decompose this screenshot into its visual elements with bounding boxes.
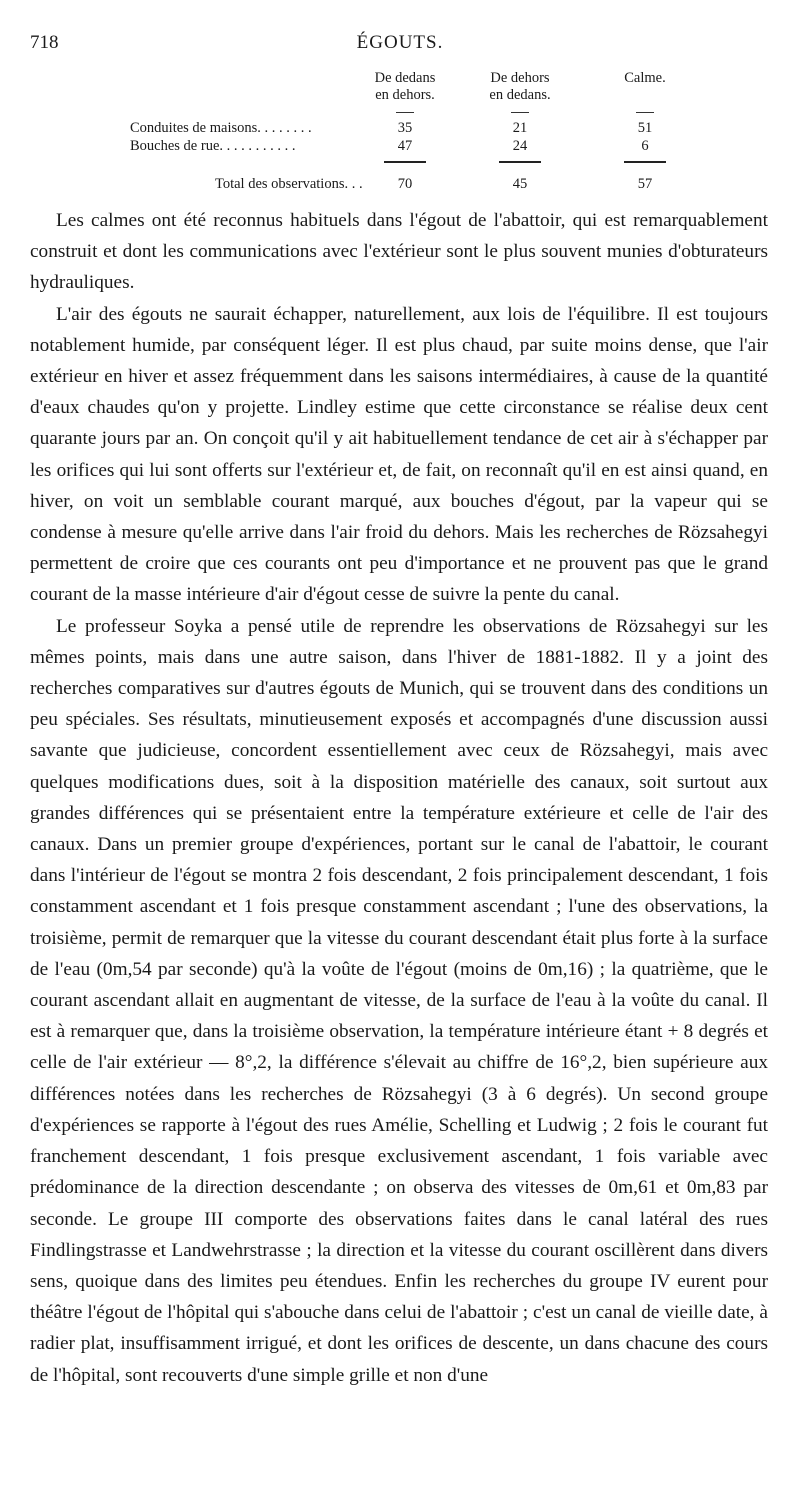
table-cell: 45 (512, 176, 528, 192)
column-header-outward: De dedans en dehors. (374, 70, 436, 103)
paragraph-soyka: Le professeur Soyka a pensé utile de reprendre les observations de Rözsahegyi sur les mêmes points, mais dans une autre saison, dans l'hiver de 1881-1882. Il y a joint des recherches comparatives sur d'autres égouts de Munich, qui se trouvent dans des conditions un peu spéciales. Ses résultats, minutieusement exposés et accompagnés d'une discussion aussi savante que judicieuse, concordent essentiellement avec ceux de Rözsahegyi, mais avec quelques modifications dues, soit à la disposition matérielle des canaux, soit surtout aux grandes différences qui se présentaient entre la température extérieure et celle de l'air des canaux. Dans un premier groupe d'expériences, portant sur le canal de l'abattoir, le courant dans l'intérieur de l'égout se montra 2 fois descendant, 2 fois principalement descendant, 1 fois constamment ascendant et 1 fois presque constamment ascendant ; l'une des observations, la troisième, permit de remarquer que la vitesse du courant descendant était plus forte à la surface de l'eau (0m,54 par seconde) qu'à la voûte de l'égout (moins de 0m,16) ; la quatrième, que le courant ascendant allait en augmentant de vitesse, de la surface de l'eau à la voûte du canal. Il est à remarquer que, dans la troisième observation, la température intérieure étant + 8 degrés et celle de l'air extérieur — 8°,2, la différence s'élevait au chiffre de 16°,2, bien supérieure aux différences notées dans les recherches de Rözsahegyi (3 à 6 degrés). Un second groupe d'expériences se rapporte à l'égout des rues Amélie, Schelling et Ludwig ; 2 fois le courant fut franchement descendant, 1 fois presque exclusivement ascendant, 1 fois variable avec prédominance de la direction descendante ; on observa des vitesses de 0m,61 et 0m,83 par seconde. Le groupe III comporte des observations faites dans le canal latéral des rues Findlingstrasse et Landwehrstrasse ; la direction et la vitesse du courant oscillèrent dans divers sens, quoique dans des limites peu étendues. Enfin les recherches du groupe IV eurent pour théâtre l'égout de l'hôpital qui s'abouche dans celui de l'abattoir ; c'est un canal de vieille date, à radier plat, insuffisamment irrigué, et dont les orifices de descente, un dans chacune des cours de l'hôpital, sont recouverts d'une simple grille et non d'une (30, 615, 768, 1386)
table-cell: 57 (637, 176, 653, 192)
table-cell: 51 (637, 120, 653, 136)
table-header-row (130, 70, 690, 108)
divider-dash (396, 112, 414, 113)
table-row (130, 138, 690, 156)
body-text (30, 205, 768, 1391)
divider-dash (511, 112, 529, 113)
table-cell: 47 (397, 138, 413, 154)
row-label: Conduites de maisons. . . . . . . . (130, 120, 312, 136)
running-title: ÉGOUTS. (356, 32, 444, 53)
page-number: 718 (30, 32, 59, 53)
divider-dash (636, 112, 654, 113)
table-cell: 70 (397, 176, 413, 192)
total-row (130, 176, 690, 194)
sum-rule (624, 161, 666, 163)
paragraph-calmes: Les calmes ont été reconnus habituels dans l'égout de l'abattoir, qui est remarquablement construit et dont les communications avec l'extérieur sont le plus souvent munies d'obturateurs hydrauliques. (30, 210, 768, 294)
column-header-calm: Calme. (624, 70, 666, 86)
table-row (130, 120, 690, 138)
row-label: Bouches de rue. . . . . . . . . . . (130, 138, 296, 154)
table-cell: 6 (641, 138, 649, 154)
total-label: Total des observations. . . (215, 176, 363, 192)
header-dashes (130, 108, 690, 120)
sum-rules (130, 156, 690, 166)
table-cell: 21 (512, 120, 528, 136)
table-cell: 35 (397, 120, 413, 136)
paragraph-air-des-egouts: L'air des égouts ne saurait échapper, naturellement, aux lois de l'équilibre. Il est toujours notablement humide, par conséquent léger. Il est plus chaud, par suite moins dense, que l'air extérieur en hiver et assez fréquemment dans les saisons intermédiaires, à cause de la quantité d'eaux chaudes qu'on y projette. Lindley estime que cette circonstance se réalise deux cent quarante jours par an. On conçoit qu'il y ait habituellement tendance de cet air à s'échapper par les orifices qui lui sont offerts sur l'extérieur et, de fait, on reconnaît qu'il en est ainsi quand, en hiver, on voit un semblable courant marqué, aux bouches d'égout, par la vapeur qui se condense à mesure qu'elle arrive dans l'air froid du dehors. Mais les recherches de Rözsahegyi permettent de croire que ces courants ont peu d'importance et ne prouvent pas que le grand courant de la masse intérieure d'air d'égout cesse de suivre la pente du canal. (30, 303, 768, 606)
observations-table (130, 70, 690, 194)
sum-rule (384, 161, 426, 163)
table-cell: 24 (512, 138, 528, 154)
sum-rule (499, 161, 541, 163)
column-header-inward: De dehors en dedans. (489, 70, 551, 103)
page-header (30, 32, 770, 56)
